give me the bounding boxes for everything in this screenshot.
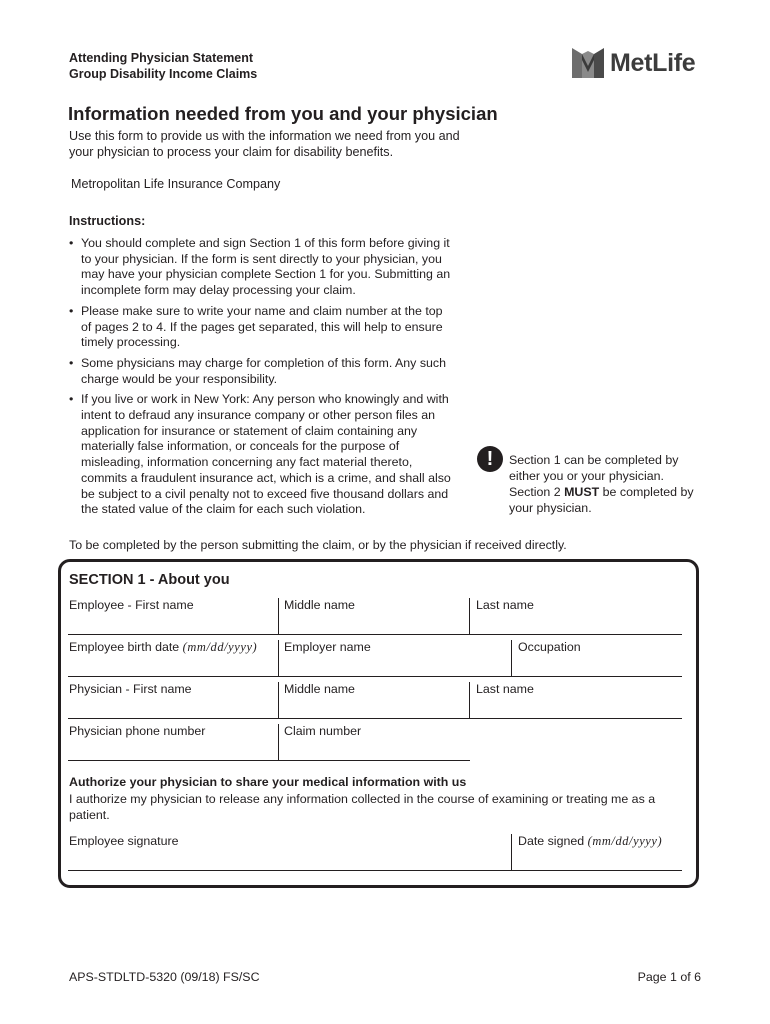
- intro-line: Use this form to provide us with the information we need from you and: [69, 129, 460, 143]
- metlife-logo-icon: [572, 48, 604, 78]
- occupation-field[interactable]: Occupation: [518, 640, 581, 654]
- bullet-icon: •: [69, 303, 74, 318]
- physician-phone-field[interactable]: Physician phone number: [69, 724, 206, 738]
- instruction-item: • You should complete and sign Section 1 of this form before giving it to your physician. If the form is sent directly to your physician, you may have your physician complete Section 1 for you. Submitting an incomplete form may delay processing your claim.: [69, 236, 451, 298]
- date-format-hint: (mm/dd/yyyy): [587, 834, 663, 848]
- page-number: Page 1 of 6: [637, 970, 701, 984]
- metlife-logo: [572, 48, 695, 78]
- employee-first-name-field[interactable]: Employee - First name: [69, 598, 194, 612]
- intro-text: [69, 128, 489, 160]
- section-note: Section 1 can be completed by either you or your physician. Section 2 MUST be completed by your physician.: [509, 453, 694, 515]
- form-header: [69, 50, 257, 82]
- date-signed-field[interactable]: Date signed (mm/dd/yyyy): [518, 834, 663, 848]
- date-format-hint: (mm/dd/yyyy): [182, 640, 258, 654]
- bullet-icon: •: [69, 236, 74, 250]
- logo-text: MetLife: [610, 48, 696, 77]
- authorize-text: I authorize my physician to release any information collected in the course of examining or treating me as a patient.: [69, 792, 656, 822]
- physician-first-name-field[interactable]: Physician - First name: [69, 682, 192, 696]
- physician-middle-name-field[interactable]: Middle name: [284, 682, 355, 696]
- instruction-item: • Please make sure to write your name and claim number at the top of pages 2 to 4. If the pages get separated, this will help to ensure timely processing.: [69, 303, 443, 350]
- completion-instruction: To be completed by the person submitting the claim, or by the physician if received directly.: [69, 538, 567, 552]
- must-emphasis: MUST: [564, 485, 600, 499]
- page-title: Information needed from you and your physician: [68, 103, 498, 124]
- physician-last-name-field[interactable]: Last name: [476, 682, 534, 696]
- employee-middle-name-field[interactable]: Middle name: [284, 598, 355, 612]
- employee-birth-date-field[interactable]: Employee birth date (mm/dd/yyyy): [69, 640, 258, 654]
- instruction-item: • Some physicians may charge for completion of this form. Any such charge would be your responsibility.: [69, 355, 446, 386]
- intro-line: your physician to process your claim for disability benefits.: [69, 145, 394, 159]
- exclamation-icon: !: [477, 446, 503, 472]
- instructions-list: [66, 236, 456, 523]
- form-subname: Group Disability Income Claims: [69, 67, 258, 81]
- form-name: Attending Physician Statement: [69, 51, 254, 65]
- instruction-item: • If you live or work in New York: Any person who knowingly and with intent to defraud any insurance company or other person files an application for insurance or statement of claim containing any materially false information, or conceals for the purpose of misleading, information concerning any fact material thereto, commits a fraudulent insurance act, which is a crime, and shall also be subject to a civil penalty not to exceed five thousand dollars and the stated value of the claim for each such violation.: [69, 392, 451, 517]
- claim-number-field[interactable]: Claim number: [284, 724, 362, 738]
- section1-title: SECTION 1 - About you: [69, 572, 230, 588]
- instructions-heading: Instructions:: [69, 214, 146, 228]
- bullet-icon: •: [69, 355, 74, 370]
- authorize-heading: Authorize your physician to share your medical information with us: [69, 775, 467, 789]
- bullet-icon: •: [69, 392, 74, 407]
- form-id: APS-STDLTD-5320 (09/18) FS/SC: [69, 970, 260, 984]
- employee-last-name-field[interactable]: Last name: [476, 598, 534, 612]
- employee-signature-field[interactable]: Employee signature: [69, 834, 179, 848]
- company-name: Metropolitan Life Insurance Company: [71, 177, 281, 191]
- employer-name-field[interactable]: Employer name: [284, 640, 371, 654]
